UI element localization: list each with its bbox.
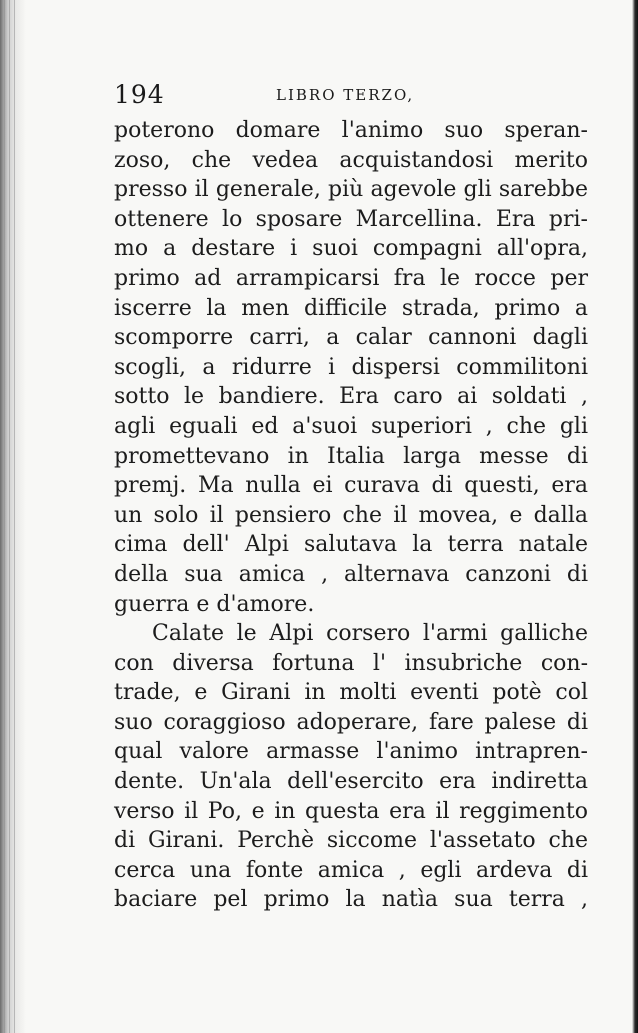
text-line: trade, e Girani in molti eventi potè col bbox=[114, 680, 588, 706]
text-line: primo ad arrampicarsi fra le rocce per bbox=[114, 265, 588, 291]
book-binding-gutter bbox=[0, 0, 26, 1033]
text-line: baciare pel primo la natìa sua terra , bbox=[114, 887, 588, 913]
page-header bbox=[114, 80, 584, 112]
text-line: zoso, che vedea acquistandosi merito bbox=[114, 147, 588, 173]
text-line: cerca una fonte amica , egli ardeva di bbox=[114, 857, 588, 883]
text-line: scomporre carri, a calar cannoni dagli bbox=[114, 325, 588, 351]
text-line: di Girani. Perchè siccome l'assetato che bbox=[114, 828, 588, 854]
gutter-line bbox=[4, 0, 5, 1033]
text-line: iscerre la men difficile strada, primo a bbox=[114, 295, 588, 321]
text-line: della sua amica , alternava canzoni di bbox=[114, 561, 588, 587]
text-line: cima dell' Alpi salutava la terra natale bbox=[114, 532, 588, 558]
page-number: 194 bbox=[114, 80, 165, 109]
text-line: con diversa fortuna l' insubriche con- bbox=[114, 650, 588, 676]
text-line: verso il Po, e in questa era il reggimento bbox=[114, 798, 588, 824]
text-line: mo a destare i suoi compagni all'opra, bbox=[114, 236, 588, 262]
text-line: dente. Un'ala dell'esercito era indiretta bbox=[114, 769, 588, 795]
text-line: scogli, a ridurre i dispersi commilitoni bbox=[114, 354, 588, 380]
body-text bbox=[114, 116, 588, 915]
gutter-line bbox=[14, 0, 15, 1033]
text-line: agli eguali ed a'suoi superiori , che gli bbox=[114, 413, 588, 439]
text-line: un solo il pensiero che il movea, e dalla bbox=[114, 502, 588, 528]
gutter-line bbox=[9, 0, 10, 1033]
text-line: suo coraggioso adoperare, fare palese di bbox=[114, 709, 588, 735]
text-line: qual valore armasse l'animo intrapren- bbox=[114, 739, 588, 765]
page-right-edge bbox=[632, 0, 638, 1033]
text-line: ottenere lo sposare Marcellina. Era pri- bbox=[114, 206, 588, 232]
text-line: presso il generale, più agevole gli sarebbe bbox=[114, 177, 588, 203]
text-line: Calate le Alpi corsero l'armi galliche bbox=[152, 621, 588, 647]
text-line: premj. Ma nulla ei curava di questi, era bbox=[114, 473, 588, 499]
text-line: guerra e d'amore. bbox=[114, 591, 315, 617]
text-line: poterono domare l'animo suo speran- bbox=[114, 118, 588, 143]
text-line: sotto le bandiere. Era caro ai soldati , bbox=[114, 384, 588, 410]
text-line: promettevano in Italia larga messe di bbox=[114, 443, 588, 469]
running-head: LIBRO TERZO, bbox=[276, 86, 415, 104]
